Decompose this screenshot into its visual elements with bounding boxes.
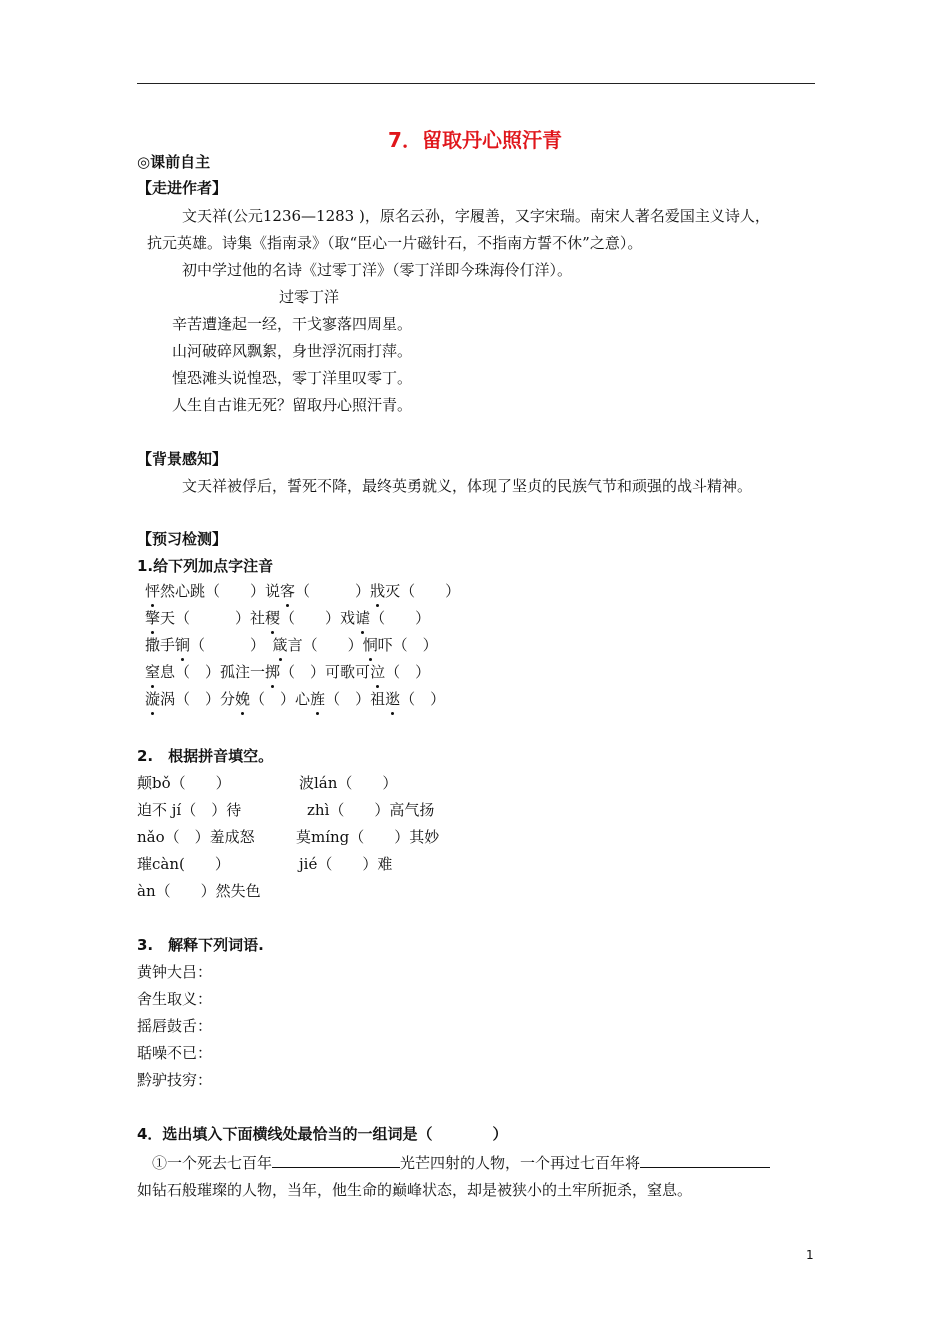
q4-paragraph-1: ①一个死去七百年 光芒四射的人物，一个再过七百年将	[152, 1153, 770, 1173]
preview-heading: 【预习检测】	[137, 530, 228, 548]
q3-item-5: 黔驴技穷：	[137, 1071, 213, 1089]
q2-row-3-b: 莫míng（ ）其妙	[296, 828, 440, 846]
q1-row-1: 怦然心跳（ ）说客（ ）戕灭（ ）	[145, 582, 461, 600]
q3-item-1: 黄钟大吕：	[137, 963, 213, 981]
q2-row-1-a: 颠bǒ（ ）	[137, 774, 231, 792]
q3-item-3: 摇唇鼓舌：	[137, 1017, 213, 1035]
header-rule	[137, 83, 815, 84]
q1-row-4: 窒息（ ）孤注一掷（ ）可歌可泣（ ）	[145, 663, 431, 681]
q4-paragraph-2: 如钻石般璀璨的人物，当年，他生命的巅峰状态，却是被狭小的土牢所扼杀，窒息。	[137, 1181, 693, 1199]
q3-title: 3. 解释下列词语.	[137, 936, 264, 954]
page-title: 7．留取丹心照汗青	[388, 128, 562, 152]
q2-row-2-a: 迫不 jí（ ）待	[137, 801, 242, 819]
blank-line-2[interactable]	[640, 1153, 770, 1168]
author-paragraph-2: 初中学过他的名诗《过零丁洋》（零丁洋即今珠海伶仃洋）。	[182, 261, 573, 279]
section-pre: ◎课前自主	[137, 153, 211, 171]
background-heading: 【背景感知】	[137, 450, 228, 468]
poem-line-3: 惶恐滩头说惶恐，零丁洋里叹零丁。	[172, 369, 413, 387]
q2-title: 2. 根据拼音填空。	[137, 747, 274, 765]
poem-title: 过零丁洋	[279, 288, 340, 306]
author-paragraph-1: 文天祥(公元1236—1283 )，原名云孙，字履善，又字宋瑞。南宋人著名爱国主义诗人，	[182, 207, 770, 225]
q1-row-5: 漩涡（ ）分娩（ ）心旌（ ）祖逖（ ）	[145, 690, 446, 708]
q1-row-2: 擎天（ ）社稷（ ）戏谑（ ）	[145, 609, 431, 627]
q1-row-3: 撒手锏（ ） 箴言（ ）恫吓（ ）	[145, 636, 438, 654]
q4-title: 4．选出填入下面横线处最恰当的一组词是（ ）	[137, 1125, 508, 1143]
q2-row-1-b: 波lán（ ）	[299, 774, 398, 792]
background-paragraph: 文天祥被俘后，誓死不降，最终英勇就义，体现了坚贞的民族气节和顽强的战斗精神。	[182, 477, 753, 495]
author-heading: 【走进作者】	[137, 179, 228, 197]
q2-row-5-a: àn（ ）然失色	[137, 882, 261, 900]
q2-row-2-b: zhì（ ）高气扬	[307, 801, 435, 819]
author-paragraph-1b: 抗元英雄。诗集《指南录》（取“臣心一片磁针石，不指南方誓不休”之意）。	[147, 234, 643, 252]
q3-item-2: 舍生取义：	[137, 990, 213, 1008]
q2-row-4-a: 璀càn( ）	[137, 855, 230, 873]
q2-row-4-b: jié（ ）难	[299, 855, 393, 873]
q1-title: 1.给下列加点字注音	[137, 557, 274, 575]
poem-line-4: 人生自古谁无死？留取丹心照汗青。	[172, 396, 413, 414]
page-number: 1	[806, 1248, 814, 1262]
q3-item-4: 聒噪不已：	[137, 1044, 213, 1062]
poem-line-1: 辛苦遭逢起一经，干戈寥落四周星。	[172, 315, 413, 333]
poem-line-2: 山河破碎风飘絮，身世浮沉雨打萍。	[172, 342, 413, 360]
blank-line-1[interactable]	[272, 1153, 400, 1168]
q2-row-3-a: nǎo（ ）羞成怒	[137, 828, 255, 846]
